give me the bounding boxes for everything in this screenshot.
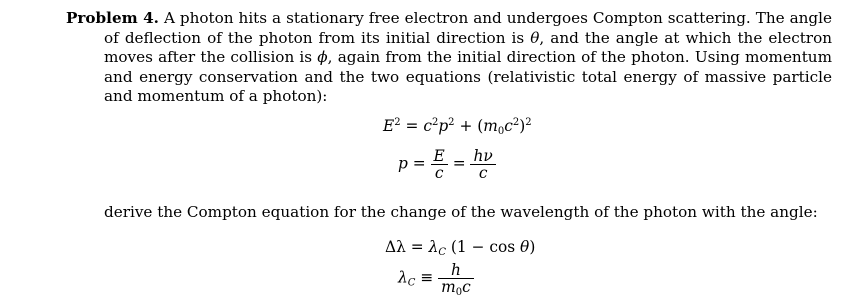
theta-symbol: θ bbox=[530, 28, 540, 47]
problem-text-2: , and the angle at which the electron moves after the collision is bbox=[104, 28, 832, 67]
problem-label: Problem 4. bbox=[66, 9, 159, 27]
instruction-text: derive the Compton equation for the change of the wavelength of the photon with the angle: bbox=[104, 203, 818, 221]
problem-text-1: A photon hits a stationary free electron and undergoes Compton scattering. The angle of deflection of the photon from its initial direction is bbox=[104, 9, 833, 47]
compton-equation: $\Delta\lambda = \lambda_C$ (1 − cos θ) bbox=[385, 238, 536, 258]
phi-symbol: ϕ bbox=[317, 48, 328, 67]
problem-statement bbox=[66, 9, 832, 107]
energy-equation: $E^2 = c^2p^2 + (m_0c^2)^2$ bbox=[383, 117, 532, 137]
compton-wavelength-definition: $\lambda_C$ ≡ $\frac{h}{m_0c}$ bbox=[398, 262, 474, 295]
momentum-equation: p = $\frac{E}{c}$ = $\frac{h\nu}{c}$ bbox=[398, 148, 496, 181]
problem-text-3: , again from the initial direction of the photon. Using momentum and energy conservation and the two equations (relativistic total energy of massive particle and momentum of a photon): bbox=[104, 48, 832, 106]
